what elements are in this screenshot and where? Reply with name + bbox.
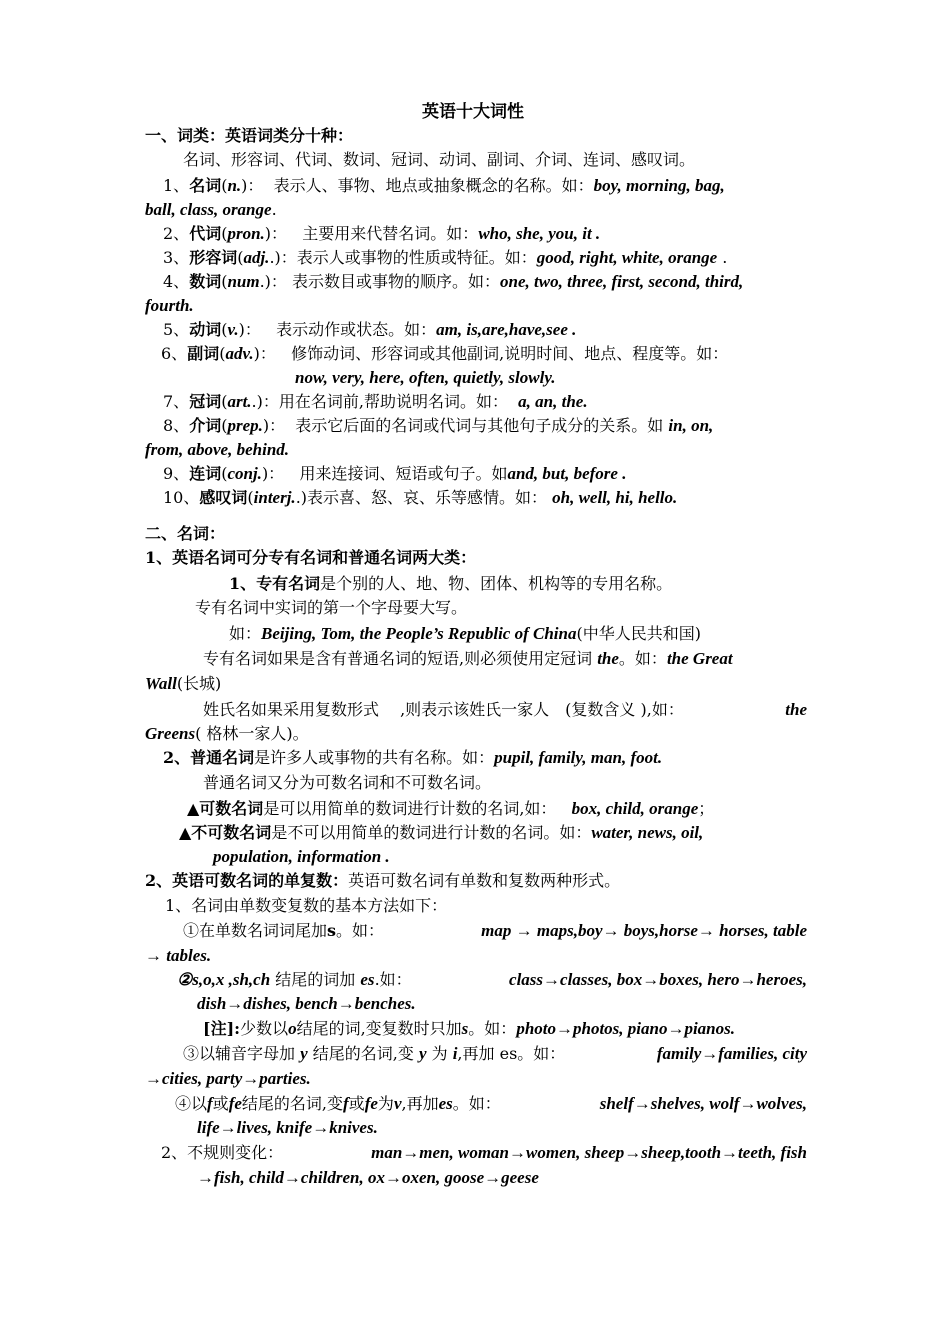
plural-rule-1 (183, 919, 807, 943)
proper-noun-rule-2-cont (145, 722, 309, 746)
rule-letter: fe (228, 1094, 242, 1113)
rule-tail: 。如： (452, 1094, 501, 1113)
entry-number: 4、 (163, 272, 190, 291)
entry-definition: 表示人、事物、地点或抽象概念的名称。如： (273, 176, 594, 195)
entry-abbr: pron. (227, 224, 265, 243)
entry-abbr: n. (227, 176, 242, 195)
rule-text: 结尾的名词,变 (241, 1094, 344, 1113)
entry-abbr: conj. (227, 464, 262, 483)
rule-letter: y (300, 1044, 308, 1063)
proper-noun-def (229, 572, 672, 596)
common-noun-label: 2、普通名词 (163, 748, 255, 767)
interjection-entry: 10、感叹词(interj..)表示喜、怒、哀、乐等感情。如： oh, well, hi, hello. (163, 488, 678, 507)
rule-text: ①在单数名词词尾加 (183, 921, 328, 940)
proper-noun-label: 1、专有名词 (229, 574, 321, 593)
entry-examples: now, very, here, often, quietly, slowly. (295, 368, 556, 387)
rule-translation: ( 格林一家人)。 (195, 724, 309, 743)
rule-example: the Great (666, 649, 733, 668)
rule-examples: dish→dishes, bench→benches. (197, 994, 416, 1013)
entry-name: 名词 (189, 176, 222, 195)
entry-number: 2、 (163, 224, 190, 243)
rule-text: 为 (431, 1044, 448, 1063)
plural-rule-2-cont (197, 992, 416, 1016)
entry-examples: who, she, you, it . (478, 224, 601, 243)
rule-suffix: ②s,o,x ,sh,ch (177, 970, 271, 989)
entry-number: 6、 (161, 344, 188, 363)
irregular-plurals (161, 1141, 807, 1165)
entry-name: 数词 (189, 272, 222, 291)
entry-name: 代词 (189, 224, 222, 243)
uncountable-examples: water, news, oil, (591, 823, 704, 842)
preposition-entry: 8、介词(prep.)： 表示它后面的名词或代词与其他句子成分的关系。如 in, on, (163, 416, 714, 435)
uncountable-examples: population, information . (213, 847, 390, 866)
note-label: [注]: (203, 1019, 241, 1038)
entry-name: 介词 (189, 416, 222, 435)
entry-examples: oh, well, hi, hello. (552, 488, 678, 507)
proper-noun-definition: 是个别的人、地、物、团体、机构等的专用名称。 (320, 574, 673, 593)
entry-number: 3、 (163, 248, 190, 267)
rule-example: Wall (145, 674, 177, 693)
entry-examples: ball, class, orange (145, 200, 272, 219)
entry-abbr: interj. (253, 488, 296, 507)
entry-name: 形容词 (189, 248, 238, 267)
rule-keyword: the (597, 649, 619, 668)
countable-examples: box, child, orange (571, 799, 699, 818)
rule-example: the (785, 700, 807, 719)
entry-name: 副词 (187, 344, 220, 363)
entry-abbr: prep. (227, 416, 263, 435)
rule-text: 或 (212, 1094, 229, 1113)
entry-definition: 用来连接词、短语或句子。如 (299, 464, 508, 483)
entry-name: 感叹词 (199, 488, 248, 507)
rule-text: 专有名词如果是含有普通名词的短语,则必须使用定冠词 (203, 649, 593, 668)
note-examples: photo→photos, piano→pianos. (516, 1019, 736, 1038)
adjective-entry: 3、形容词(adj..)：表示人或事物的性质或特征。如：good, right, white, orange . (163, 248, 728, 267)
rule-suffix: es (438, 1094, 453, 1113)
countable-noun-def (187, 797, 714, 821)
common-noun-definition: 是许多人或事物的共有名称。如： (254, 748, 495, 767)
uncountable-noun-def (179, 821, 703, 845)
rule-text: 结尾的名词,变 (312, 1044, 414, 1063)
rule-translation: (长城) (176, 674, 222, 693)
entry-number: 7、 (163, 392, 190, 411)
entry-number: 10、 (163, 488, 200, 507)
plural-heading-definition: 英语可数名词有单数和复数两种形式。 (348, 871, 621, 890)
irregular-plurals-cont (197, 1166, 539, 1190)
entry-definition: 主要用来代替名词。如： (302, 224, 479, 243)
countable-definition: 是可以用简单的数词进行计数的名词,如： (263, 799, 557, 818)
entry-abbr: adj. (243, 248, 270, 267)
entry-number: 9、 (163, 464, 190, 483)
plural-rule-2-note (203, 1017, 735, 1041)
rule-letter: f (343, 1094, 349, 1113)
noun-types-heading: 1、英语名词可分专有名词和普通名词两大类： (145, 548, 477, 567)
punctuation: ； (698, 799, 715, 818)
entry-name: 连词 (189, 464, 222, 483)
rule-letter: i (452, 1044, 458, 1063)
irregular-examples: →fish, child→children, ox→oxen, goose→geese (197, 1168, 539, 1187)
entry-definition: 表示它后面的名词或代词与其他句子成分的关系。如 (295, 416, 664, 435)
rule-text: ③以辅音字母加 (183, 1044, 296, 1063)
noun-entry: 1、名词(n.)： 表示人、事物、地点或抽象概念的名称。如：boy, morning, bag, (163, 176, 725, 195)
entry-definition: 表示动作或状态。如： (276, 320, 437, 339)
rule-text: 或 (348, 1094, 365, 1113)
page-title: 英语十大词性 (422, 102, 524, 122)
example-text: Beijing, Tom, the People’s Republic of China (261, 624, 577, 643)
entry-name: 冠词 (189, 392, 222, 411)
rule-example: Greens (145, 724, 196, 743)
entry-examples: in, on, (668, 416, 714, 435)
note-letter: s (461, 1019, 469, 1038)
entry-definition: 修饰动词、形容词或其他副词,说明时间、地点、程度等。如： (291, 344, 729, 363)
plural-rule-3-cont (145, 1067, 311, 1091)
note-tail: 。如： (468, 1019, 517, 1038)
plural-rule-2 (177, 968, 807, 992)
irregular-label: 2、不规则变化： (161, 1143, 284, 1162)
section-1-heading: 一、词类：英语词类分十种： (145, 126, 354, 145)
uncountable-label: ▲不可数名词 (179, 823, 272, 842)
section-2-heading: 二、名词： (145, 524, 226, 543)
plural-rule-3 (183, 1042, 807, 1066)
rule-letter: f (207, 1094, 213, 1113)
entry-examples: fourth. (145, 296, 194, 315)
entry-examples: good, right, white, orange (536, 248, 718, 267)
proper-noun-example (229, 622, 701, 646)
rule-text: ④以 (175, 1094, 208, 1113)
rule-text: ,再加 (401, 1094, 439, 1113)
common-noun-def (163, 746, 662, 770)
rule-tail: .如： (374, 970, 412, 989)
rule-letter: v (393, 1094, 402, 1113)
rule-examples: →cities, party→parties. (145, 1069, 311, 1088)
entry-definition: 表示人或事物的性质或特征。如： (296, 248, 537, 267)
pronoun-entry: 2、代词(pron.)： 主要用来代替名词。如：who, she, you, it . (163, 224, 601, 243)
noun-examples-cont: ball, class, orange. (145, 200, 277, 219)
example-label: 如： (229, 624, 262, 643)
common-noun-examples: pupil, family, man, foot. (494, 748, 663, 767)
adverb-examples (295, 366, 555, 390)
entry-examples: am, is,are,have,see . (436, 320, 577, 339)
adverb-entry: 6、副词(adv.)： 修饰动词、形容词或其他副词,说明时间、地点、程度等。如： (161, 344, 729, 363)
entry-number: 5、 (163, 320, 190, 339)
entry-name: 动词 (189, 320, 222, 339)
rule-suffix: s (327, 921, 337, 940)
plural-rule-4 (175, 1092, 807, 1116)
note-text: 结尾的词,变复数时只加 (296, 1019, 462, 1038)
proper-noun-rule-2 (203, 698, 807, 722)
entry-abbr: v. (227, 320, 239, 339)
common-noun-note: 普通名词又分为可数名词和不可数名词。 (203, 773, 492, 792)
verb-entry: 5、动词(v.)： 表示动作或状态。如：am, is,are,have,see . (163, 320, 577, 339)
entry-examples: from, above, behind. (145, 440, 290, 459)
rule-text: 姓氏名如果采用复数形式 ,则表示该姓氏一家人 (复数含义 ),如： (203, 700, 684, 719)
word-class-list: 名词、形容词、代词、数词、冠词、动词、副词、介词、连词、感叹词。 (183, 150, 696, 169)
proper-noun-note: 专有名词中实词的第一个字母要大写。 (195, 598, 468, 617)
entry-examples: boy, morning, bag, (593, 176, 725, 195)
rule-tail: 。如： (336, 921, 385, 940)
article-entry: 7、冠词(art..)：用在名词前,帮助说明名词。如： a, an, the. (163, 392, 588, 411)
entry-examples: and, but, before . (507, 464, 627, 483)
numeral-examples-cont (145, 294, 194, 318)
entry-abbr: num (227, 272, 260, 291)
rule-text: ,再加 es。如： (457, 1044, 566, 1063)
rule-examples: family→families, city (656, 1044, 807, 1063)
proper-noun-rule-1 (203, 647, 733, 671)
rule-examples: class→classes, box→boxes, hero→heroes, (509, 970, 807, 989)
entry-definition: 表示喜、怒、哀、乐等感情。如： (307, 488, 548, 507)
numeral-entry: 4、数词(num.)： 表示数目或事物的顺序。如：one, two, three, first, second, third, (163, 272, 744, 291)
note-letter: o (288, 1019, 297, 1038)
note-text: 少数以 (240, 1019, 289, 1038)
rule-examples: map → maps,boy→ boys,horse→ horses, table (481, 921, 807, 940)
plural-rule-4-cont (197, 1116, 378, 1140)
entry-examples: one, two, three, first, second, third, (500, 272, 744, 291)
rule-letter: fe (364, 1094, 378, 1113)
plural-heading-label: 2、英语可数名词的单复数： (145, 871, 349, 890)
plural-heading (145, 869, 620, 893)
rule-examples: life→lives, knife→knives. (197, 1118, 378, 1137)
plural-rule-1-cont (145, 944, 211, 968)
irregular-examples: man→men, woman→women, sheep→sheep,tooth→teeth, fish (371, 1143, 807, 1162)
rule-tail: 。如： (618, 649, 667, 668)
preposition-examples-cont (145, 438, 289, 462)
entry-abbr: art. (227, 392, 252, 411)
rule-text: 为 (377, 1094, 394, 1113)
entry-abbr: adv. (225, 344, 254, 363)
entry-definition: 表示数目或事物的顺序。如： (292, 272, 501, 291)
uncountable-examples-cont (213, 845, 390, 869)
rule-examples: → tables. (145, 946, 212, 965)
rule-examples: shelf→shelves, wolf→wolves, (599, 1094, 807, 1113)
rule-text: 结尾的词加 (275, 970, 356, 989)
entry-definition: 用在名词前,帮助说明名词。如： (278, 392, 508, 411)
example-translation: (中华人民共和国) (576, 624, 701, 643)
countable-label: ▲可数名词 (187, 799, 264, 818)
entry-number: 8、 (163, 416, 190, 435)
conjunction-entry: 9、连词(conj.)： 用来连接词、短语或句子。如and, but, before . (163, 464, 627, 483)
rule-suffix: es (360, 970, 375, 989)
uncountable-definition: 是不可以用简单的数词进行计数的名词。如： (271, 823, 592, 842)
entry-examples: a, an, the. (518, 392, 588, 411)
entry-number: 1、 (163, 176, 190, 195)
proper-noun-rule-1-cont (145, 672, 221, 696)
plural-rules-intro: 1、名词由单数变复数的基本方法如下： (165, 896, 448, 915)
rule-letter: y (418, 1044, 427, 1063)
